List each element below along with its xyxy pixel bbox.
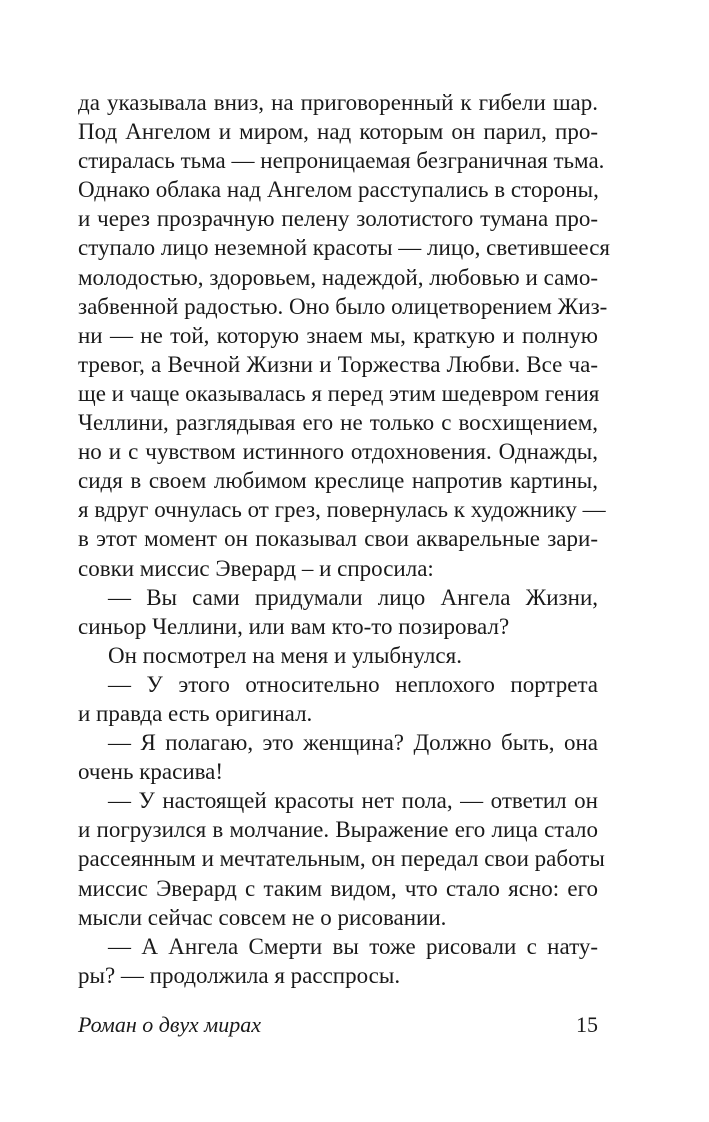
text-line: стиралась тьма — непроницаемая безграничная тьма. [78,148,605,174]
page-number: 15 [576,1012,598,1037]
text-line: миссис Эверард с таким видом, что стало ясно: его [78,875,598,901]
text-line: но и с чувством истинного отдохновения. Однажды, [78,439,598,465]
dialogue-line: — Я полагаю, это женщина? Должно быть, она [108,730,598,756]
dialogue-line: — У настоящей красоты нет пола, — ответил он [108,788,598,814]
text-line: забвенной радостью. Оно было олицетворением Жиз- [78,293,608,319]
text-line: молодостью, здоровьем, надеждой, любовью и само- [78,264,598,290]
text-line: и погрузился в молчание. Выражение его лица стало [78,817,598,843]
dialogue-line: — У этого относительно неплохого портрета [108,671,598,697]
running-title: Роман о двух мирах [78,1012,261,1037]
text-line: я вдруг очнулась от грез, повернулась к художнику — [78,497,606,523]
paragraph-first-line: Он посмотрел на меня и улыбнулся. [108,642,462,668]
text-line: тревог, а Вечной Жизни и Торжества Любви. Все ча- [78,351,598,377]
page-body [78,88,610,990]
text-line: и через прозрачную пелену золотистого тумана про- [78,206,598,232]
dialogue-line: — Вы сами придумали лицо Ангела Жизни, [108,584,598,610]
text-line: совки миссис Эверард – и спросила: [78,555,434,581]
text-line: в этот момент он показывал свои акварельные зари- [78,526,598,552]
text-line: ще и чаще оказывалась я перед этим шедевром гения [78,380,600,406]
text-line: сидя в своем любимом креслице напротив картины, [78,468,598,494]
text-line: ни — не той, которую знаем мы, краткую и полную [78,322,598,348]
text-line: рассеянным и мечтательным, он передал свои работы [78,846,605,872]
text-line: мысли сейчас совсем не о рисовании. [78,904,447,930]
text-line: Однако облака над Ангелом расступались в стороны, [78,177,599,203]
text-line: синьор Челлини, или вам кто-то позировал? [78,613,510,639]
text-line: Челлини, разглядывая его не только с восхищением, [78,410,598,436]
text-line: ры? — продолжила я расспросы. [78,962,401,988]
text-line: Под Ангелом и миром, над которым он парил, про- [78,119,598,145]
text-line: ступало лицо неземной красоты — лицо, светившееся [78,235,610,261]
text-line: очень красива! [78,759,224,785]
dialogue-line: — А Ангела Смерти вы тоже рисовали с нату- [108,933,598,959]
text-line: и правда есть оригинал. [78,700,313,726]
text-line: да указывала вниз, на приговоренный к гибели шар. [78,90,598,115]
